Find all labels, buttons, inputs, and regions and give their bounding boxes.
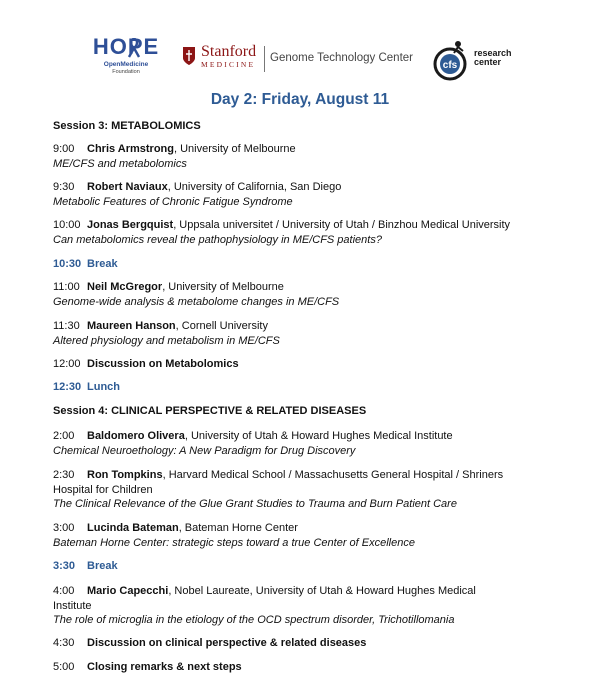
genome-technology-center: Genome Technology Center	[270, 52, 413, 64]
session-heading: Session 3: METABOLOMICS	[53, 120, 201, 132]
closing-label: Closing remarks & next steps	[87, 661, 242, 673]
speaker-affiliation: , University of Melbourne	[162, 281, 284, 293]
discussion-label: Discussion on clinical perspective & related diseases	[87, 637, 367, 649]
lunch-item	[53, 380, 583, 395]
hope-wordmark	[90, 36, 162, 58]
break-label: Break	[87, 258, 118, 270]
speaker-name: Mario Capecchi	[87, 585, 169, 597]
item-time: 3:00	[53, 522, 75, 534]
svg-text:cfs: cfs	[442, 60, 458, 71]
agenda-item	[53, 584, 583, 628]
cfs-label-line1: research	[474, 48, 512, 58]
talk-title: Chemical Neuroethology: A New Paradigm for Drug Discovery	[53, 444, 356, 457]
item-time: 10:30	[53, 258, 82, 270]
talk-title: Metabolic Features of Chronic Fatigue Syndrome	[53, 195, 293, 208]
logo-bar	[0, 0, 600, 92]
item-time: 12:00	[53, 358, 81, 370]
logo-divider	[264, 46, 265, 72]
talk-title: Can metabolomics reveal the pathophysiology in ME/CFS patients?	[53, 233, 382, 246]
cfs-label	[474, 49, 512, 67]
speaker-affiliation-cont: Hospital for Children	[53, 483, 153, 496]
agenda-item	[53, 521, 583, 550]
speaker-affiliation: , Nobel Laureate, University of Utah & Howard Hughes Medical	[168, 585, 476, 597]
talk-title: The role of microglia in the etiology of the OCD spectrum disorder, Trichotillomania	[53, 614, 455, 626]
cfs-emblem-icon	[428, 38, 472, 84]
speaker-affiliation-cont: Institute	[53, 599, 92, 612]
closing-item	[53, 660, 583, 675]
speaker-name: Robert Naviaux	[87, 181, 168, 193]
item-time: 11:00	[53, 281, 80, 293]
speaker-affiliation: , Bateman Horne Center	[178, 522, 298, 534]
cfs-research-center-logo	[428, 38, 518, 88]
speaker-affiliation: , Uppsala universitet / University of Utah / Binzhou Medical University	[173, 219, 511, 231]
speaker-name: Ron Tompkins	[87, 469, 163, 481]
speaker-name: Jonas Bergquist	[87, 219, 174, 231]
break-label: Break	[87, 560, 118, 572]
hope-word-text: HOPE	[92, 34, 160, 59]
agenda-item	[53, 180, 583, 209]
speaker-affiliation: , Harvard Medical School / Massachusetts General Hospital / Shriners	[162, 469, 504, 481]
hope-subtitle: OpenMedicine	[103, 61, 149, 68]
break-item	[53, 559, 583, 574]
item-time: 11:30	[53, 320, 80, 332]
item-time: 3:30	[53, 560, 76, 572]
speaker-name: Lucinda Bateman	[87, 522, 179, 534]
speaker-affiliation: , University of California, San Diego	[167, 181, 342, 193]
item-time: 2:00	[53, 430, 75, 442]
page-title: Day 2: Friday, August 11	[210, 91, 390, 108]
talk-title: ME/CFS and metabolomics	[53, 157, 187, 170]
ribbon-icon	[127, 38, 141, 58]
agenda-item	[53, 218, 583, 247]
agenda-item	[53, 319, 583, 348]
hope-logo	[90, 36, 162, 88]
speaker-name: Maureen Hanson	[87, 320, 176, 332]
speaker-name: Neil McGregor	[87, 281, 163, 293]
talk-title: Altered physiology and metabolism in ME/CFS	[53, 334, 280, 347]
talk-title: Genome-wide analysis & metabolome changes in ME/CFS	[53, 295, 340, 308]
cfs-label-line2: center	[474, 57, 502, 67]
speaker-affiliation: , University of Melbourne	[174, 143, 296, 155]
stanford-medicine: MEDICINE	[201, 60, 256, 69]
break-item	[53, 257, 583, 272]
item-time: 9:00	[53, 143, 75, 155]
item-time: 12:30	[53, 381, 82, 393]
talk-title: Bateman Horne Center: strategic steps toward a true Center of Excellence	[53, 536, 415, 549]
speaker-affiliation: , Cornell University	[175, 320, 268, 332]
agenda-item	[53, 142, 583, 171]
stanford-shield-icon	[182, 46, 196, 66]
talk-title: The Clinical Relevance of the Glue Grant Studies to Trauma and Burn Patient Care	[53, 498, 457, 510]
item-time: 10:00	[53, 219, 81, 231]
item-time: 4:30	[53, 637, 75, 649]
discussion-item	[53, 357, 583, 372]
hope-subtitle-2: Foundation	[112, 69, 140, 75]
item-time: 5:00	[53, 661, 75, 673]
stanford-name: Stanford	[201, 43, 257, 60]
speaker-affiliation: , University of Utah & Howard Hughes Medical Institute	[184, 430, 453, 442]
lunch-label: Lunch	[87, 381, 120, 393]
speaker-name: Baldomero Olivera	[87, 430, 185, 442]
agenda-item	[53, 280, 583, 309]
agenda-item	[53, 468, 583, 512]
agenda-item	[53, 429, 583, 458]
speaker-name: Chris Armstrong	[87, 143, 174, 155]
item-time: 2:30	[53, 469, 75, 481]
discussion-label: Discussion on Metabolomics	[87, 358, 239, 370]
discussion-item	[53, 636, 583, 651]
item-time: 4:00	[53, 585, 75, 597]
item-time: 9:30	[53, 181, 75, 193]
session-heading: Session 4: CLINICAL PERSPECTIVE & RELATED DISEASES	[53, 405, 367, 417]
